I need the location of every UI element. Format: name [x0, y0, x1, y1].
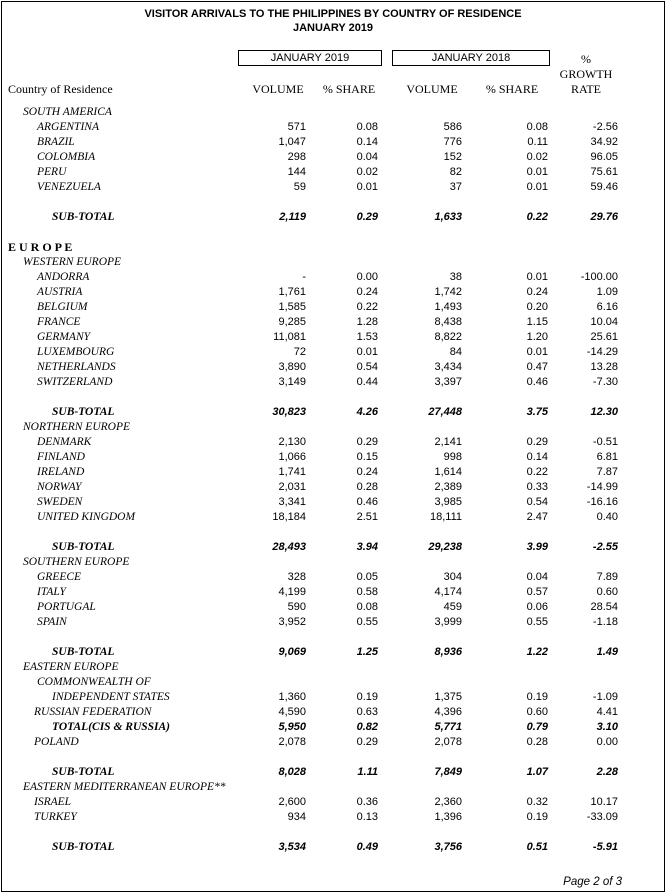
- volume-2018-header: VOLUME: [406, 82, 458, 96]
- table-row: [2, 810, 664, 825]
- row-label: SUB-TOTAL: [52, 541, 115, 553]
- row-label: SUB-TOTAL: [52, 646, 115, 658]
- row-label: NETHERLANDS: [37, 361, 116, 373]
- row-label: NORTHERN EUROPE: [23, 421, 131, 433]
- volume-2018-cell: 8,936: [434, 646, 462, 658]
- table-row: [2, 495, 664, 510]
- row-label: ARGENTINA: [37, 121, 99, 133]
- table-row: [2, 435, 664, 450]
- table-row: [2, 570, 664, 585]
- subtotal-row: [2, 210, 664, 225]
- table-row: [2, 120, 664, 135]
- share-2018-cell: 0.01: [526, 346, 548, 358]
- volume-2018-cell: 1,614: [434, 466, 462, 478]
- growth-rate-cell: 4.41: [596, 706, 618, 718]
- share-2019-cell: 0.22: [356, 301, 378, 313]
- table-row: [2, 360, 664, 375]
- row-label: SUB-TOTAL: [52, 406, 115, 418]
- volume-2018-cell: 5,771: [434, 721, 462, 733]
- share-2019-cell: 0.08: [356, 601, 378, 613]
- volume-2019-cell: 2,078: [278, 736, 306, 748]
- growth-rate-cell: -14.29: [586, 346, 618, 358]
- row-label: WESTERN EUROPE: [23, 256, 122, 268]
- row-label: E U R O P E: [8, 240, 73, 254]
- volume-2018-cell: 304: [443, 571, 462, 583]
- share-2018-cell: 0.11: [527, 136, 548, 148]
- row-label: FRANCE: [37, 316, 81, 328]
- volume-2019-cell: 3,341: [278, 496, 306, 508]
- share-2018-cell: 1.07: [526, 766, 548, 778]
- volume-2019-cell: 144: [287, 166, 306, 178]
- share-2019-cell: 0.44: [356, 376, 378, 388]
- share-2018-cell: 0.46: [526, 376, 548, 388]
- growth-rate-cell: -0.51: [592, 436, 618, 448]
- share-2018-cell: 0.33: [526, 481, 548, 493]
- share-2018-cell: 0.55: [526, 616, 548, 628]
- row-label: AUSTRIA: [37, 286, 83, 298]
- row-label: PORTUGAL: [37, 601, 96, 613]
- volume-2019-cell: 28,493: [272, 541, 306, 553]
- volume-2018-cell: 1,742: [434, 286, 462, 298]
- share-2019-cell: 2.51: [356, 511, 378, 523]
- volume-2018-cell: 4,396: [434, 706, 462, 718]
- volume-2019-cell: 3,149: [278, 376, 306, 388]
- volume-2018-cell: 37: [449, 181, 462, 193]
- row-label: SOUTH AMERICA: [23, 106, 112, 118]
- growth-rate-cell: 75.61: [590, 166, 618, 178]
- share-2019-cell: 4.26: [356, 406, 378, 418]
- growth-rate-cell: 1.49: [596, 646, 618, 658]
- volume-2018-cell: 8,822: [434, 331, 462, 343]
- table-row: [2, 690, 664, 705]
- growth-rate-cell: 0.00: [596, 736, 618, 748]
- share-2018-header: % SHARE: [485, 82, 539, 96]
- growth-rate-cell: 2.28: [596, 766, 618, 778]
- volume-2019-cell: 590: [287, 601, 306, 613]
- volume-2019-cell: 5,950: [278, 721, 306, 733]
- subtotal-row: [2, 645, 664, 660]
- growth-rate-cell: -5.91: [592, 841, 618, 853]
- share-2019-cell: 0.49: [356, 841, 378, 853]
- share-2019-cell: 1.11: [357, 766, 378, 778]
- row-label: EASTERN MEDITERRANEAN EUROPE**: [23, 781, 226, 793]
- share-2019-cell: 0.55: [356, 616, 378, 628]
- growth-rate-cell: 10.17: [590, 796, 618, 808]
- volume-2018-cell: 3,756: [434, 841, 462, 853]
- share-2019-cell: 0.28: [356, 481, 378, 493]
- row-label: GERMANY: [37, 331, 91, 343]
- volume-2019-cell: 4,590: [278, 706, 306, 718]
- row-label: SUB-TOTAL: [52, 211, 115, 223]
- pct-header: %: [581, 52, 591, 66]
- row-label: POLAND: [34, 736, 79, 748]
- growth-rate-cell: -2.55: [592, 541, 618, 553]
- volume-2019-cell: 3,534: [278, 841, 306, 853]
- share-2018-cell: 0.14: [526, 451, 548, 463]
- share-2019-cell: 0.01: [356, 181, 378, 193]
- share-2019-cell: 0.24: [356, 286, 378, 298]
- row-label: SUB-TOTAL: [52, 841, 115, 853]
- share-2018-cell: 0.08: [526, 121, 548, 133]
- volume-2018-cell: 84: [449, 346, 462, 358]
- share-2019-cell: 0.15: [356, 451, 378, 463]
- volume-2019-cell: 571: [287, 121, 306, 133]
- row-label: PERU: [37, 166, 67, 178]
- volume-2019-cell: 2,119: [279, 211, 306, 223]
- volume-2019-cell: 11,081: [273, 331, 306, 343]
- share-2018-cell: 0.01: [526, 271, 548, 283]
- volume-2019-cell: 3,890: [278, 361, 306, 373]
- table-row: [2, 165, 664, 180]
- volume-2018-cell: 8,438: [434, 316, 462, 328]
- table-row: [2, 795, 664, 810]
- share-2018-cell: 0.06: [526, 601, 548, 613]
- volume-2019-cell: -: [302, 271, 306, 283]
- volume-2018-cell: 1,375: [434, 691, 462, 703]
- volume-2018-cell: 3,434: [434, 361, 462, 373]
- growth-rate-cell: 59.46: [590, 181, 618, 193]
- volume-2018-cell: 1,633: [434, 211, 462, 223]
- volume-2018-cell: 38: [449, 271, 462, 283]
- growth-rate-cell: 7.87: [596, 466, 618, 478]
- growth-rate-cell: 6.81: [596, 451, 618, 463]
- share-2018-cell: 0.60: [526, 706, 548, 718]
- share-2019-cell: 0.63: [356, 706, 378, 718]
- share-2018-cell: 0.22: [526, 466, 548, 478]
- volume-2018-cell: 2,078: [434, 736, 462, 748]
- row-label: NORWAY: [37, 481, 82, 493]
- share-2018-cell: 0.51: [526, 841, 548, 853]
- volume-2019-cell: 4,199: [278, 586, 306, 598]
- table-row: [2, 300, 664, 315]
- volume-2018-cell: 7,849: [434, 766, 462, 778]
- rate-header: RATE: [571, 82, 601, 96]
- volume-2018-cell: 2,141: [434, 436, 462, 448]
- section-heading-row: [2, 675, 664, 690]
- volume-2019-cell: 3,952: [278, 616, 306, 628]
- table-row: [2, 150, 664, 165]
- volume-2019-cell: 934: [287, 811, 306, 823]
- share-2018-cell: 0.04: [526, 571, 548, 583]
- row-label: TOTAL(CIS & RUSSIA): [52, 721, 171, 733]
- report-page: [1, 1, 665, 892]
- share-2018-cell: 0.24: [526, 286, 548, 298]
- share-2019-cell: 1.28: [356, 316, 378, 328]
- share-2018-cell: 0.01: [526, 181, 548, 193]
- share-2018-cell: 3.99: [526, 541, 548, 553]
- report-title: VISITOR ARRIVALS TO THE PHILIPPINES BY COUNTRY OF RESIDENCE: [144, 8, 522, 20]
- row-label: SWITZERLAND: [37, 376, 113, 388]
- volume-2019-cell: 59: [293, 181, 306, 193]
- row-label: SUB-TOTAL: [52, 766, 115, 778]
- volume-2019-cell: 2,031: [278, 481, 306, 493]
- row-label: DENMARK: [37, 436, 92, 448]
- table-row: [2, 510, 664, 525]
- growth-rate-cell: 10.04: [590, 316, 618, 328]
- volume-2018-cell: 18,111: [429, 511, 462, 523]
- volume-2018-cell: 998: [443, 451, 462, 463]
- share-2019-cell: 0.19: [356, 691, 378, 703]
- section-heading-row: [2, 105, 664, 120]
- section-heading-row: [2, 780, 664, 795]
- share-2019-cell: 0.29: [356, 436, 378, 448]
- table-row: [2, 180, 664, 195]
- section-heading-row: [2, 420, 664, 435]
- volume-2018-cell: 2,389: [434, 481, 462, 493]
- growth-rate-cell: -16.16: [586, 496, 618, 508]
- table-row: [2, 585, 664, 600]
- row-label: GREECE: [37, 571, 82, 583]
- row-label: ANDORRA: [37, 271, 90, 283]
- volume-2018-cell: 1,396: [434, 811, 462, 823]
- growth-rate-cell: -7.30: [592, 376, 618, 388]
- row-label: BRAZIL: [37, 136, 75, 148]
- row-label: INDEPENDENT STATES: [52, 691, 170, 703]
- volume-2019-cell: 72: [293, 346, 306, 358]
- share-2019-cell: 0.46: [356, 496, 378, 508]
- growth-rate-cell: 3.10: [596, 721, 618, 733]
- volume-2019-cell: 9,285: [278, 316, 306, 328]
- subtotal-row: [2, 540, 664, 555]
- volume-2018-cell: 4,174: [434, 586, 462, 598]
- volume-2019-cell: 2,600: [278, 796, 306, 808]
- table-row: [2, 615, 664, 630]
- row-label: ISRAEL: [34, 796, 72, 808]
- share-2018-cell: 0.02: [526, 151, 548, 163]
- volume-2018-cell: 29,238: [428, 541, 462, 553]
- growth-rate-cell: 0.40: [596, 511, 618, 523]
- volume-2019-cell: 1,761: [278, 286, 306, 298]
- growth-rate-cell: -100.00: [580, 271, 618, 283]
- growth-rate-cell: 7.89: [596, 571, 618, 583]
- growth-rate-cell: -33.09: [586, 811, 618, 823]
- share-2018-cell: 2.47: [526, 511, 548, 523]
- table-row: [2, 735, 664, 750]
- page-number: Page 2 of 3: [563, 876, 622, 888]
- share-2019-cell: 0.29: [356, 736, 378, 748]
- share-2018-cell: 1.22: [526, 646, 548, 658]
- growth-rate-cell: 34.92: [590, 136, 618, 148]
- volume-2019-cell: 1,585: [278, 301, 306, 313]
- share-2018-cell: 0.19: [526, 811, 548, 823]
- section-heading-row: [2, 555, 664, 570]
- row-label: EASTERN EUROPE: [23, 661, 119, 673]
- subtotal-row: [2, 765, 664, 780]
- volume-2019-cell: 1,741: [278, 466, 306, 478]
- share-2019-cell: 0.29: [356, 211, 378, 223]
- volume-2018-cell: 3,397: [434, 376, 462, 388]
- country-header: Country of Residence: [8, 82, 113, 96]
- share-2019-cell: 1.25: [356, 646, 378, 658]
- share-2019-cell: 0.02: [356, 166, 378, 178]
- share-2018-cell: 3.75: [526, 406, 548, 418]
- table-row: [2, 480, 664, 495]
- growth-rate-cell: 6.16: [596, 301, 618, 313]
- share-2019-cell: 0.58: [356, 586, 378, 598]
- row-label: RUSSIAN FEDERATION: [34, 706, 152, 718]
- share-2018-cell: 0.32: [526, 796, 548, 808]
- growth-rate-cell: 12.30: [590, 406, 618, 418]
- growth-rate-cell: 13.28: [590, 361, 618, 373]
- volume-2018-cell: 1,493: [434, 301, 462, 313]
- volume-2019-cell: 30,823: [272, 406, 306, 418]
- share-2019-cell: 0.36: [356, 796, 378, 808]
- share-2019-cell: 0.82: [356, 721, 378, 733]
- share-2019-cell: 0.24: [356, 466, 378, 478]
- row-label: BELGIUM: [37, 301, 88, 313]
- table-row: [2, 270, 664, 285]
- growth-rate-cell: 28.54: [590, 601, 618, 613]
- share-2019-cell: 0.05: [356, 571, 378, 583]
- volume-2018-cell: 3,999: [434, 616, 462, 628]
- share-2019-cell: 0.00: [356, 271, 378, 283]
- table-row: [2, 705, 664, 720]
- table-row: [2, 465, 664, 480]
- growth-rate-cell: 0.60: [596, 586, 618, 598]
- table-row: [2, 600, 664, 615]
- volume-2018-cell: 586: [443, 121, 462, 133]
- share-2019-cell: 0.14: [356, 136, 378, 148]
- subtotal-row: [2, 720, 664, 735]
- growth-rate-cell: 96.05: [590, 151, 618, 163]
- table-row: [2, 375, 664, 390]
- share-2019-cell: 0.04: [356, 151, 378, 163]
- share-2018-cell: 0.28: [526, 736, 548, 748]
- row-label: SOUTHERN EUROPE: [23, 556, 130, 568]
- row-label: SPAIN: [37, 616, 67, 628]
- growth-rate-cell: -1.09: [592, 691, 618, 703]
- share-2018-cell: 0.22: [526, 211, 548, 223]
- subtotal-row: [2, 405, 664, 420]
- table-row: [2, 330, 664, 345]
- section-heading-row: [2, 255, 664, 270]
- row-label: LUXEMBOURG: [37, 346, 115, 358]
- row-label: VENEZUELA: [37, 181, 101, 193]
- share-2019-cell: 0.08: [356, 121, 378, 133]
- report-subtitle: JANUARY 2019: [292, 22, 374, 34]
- share-2018-cell: 0.01: [526, 166, 548, 178]
- row-label: IRELAND: [37, 466, 85, 478]
- row-label: FINLAND: [37, 451, 85, 463]
- row-label: ITALY: [37, 586, 66, 598]
- share-2019-cell: 3.94: [356, 541, 378, 553]
- volume-2019-cell: 9,069: [278, 646, 306, 658]
- volume-2019-cell: 328: [287, 571, 306, 583]
- share-2018-cell: 0.79: [526, 721, 548, 733]
- row-label: SWEDEN: [37, 496, 83, 508]
- table-row: [2, 450, 664, 465]
- growth-rate-cell: 29.76: [590, 211, 618, 223]
- volume-2019-header: VOLUME: [252, 82, 304, 96]
- volume-2018-cell: 3,985: [434, 496, 462, 508]
- share-2018-cell: 0.57: [526, 586, 548, 598]
- share-2019-cell: 0.13: [356, 811, 378, 823]
- volume-2018-cell: 27,448: [428, 406, 462, 418]
- subtotal-row: [2, 840, 664, 855]
- volume-2019-cell: 2,130: [278, 436, 306, 448]
- growth-rate-cell: -2.56: [592, 121, 618, 133]
- row-label: COMMONWEALTH OF: [37, 676, 151, 688]
- share-2019-header: % SHARE: [322, 82, 376, 96]
- volume-2018-cell: 776: [443, 136, 462, 148]
- share-2018-cell: 0.19: [526, 691, 548, 703]
- share-2018-cell: 0.54: [526, 496, 548, 508]
- share-2019-cell: 0.01: [356, 346, 378, 358]
- row-label: UNITED KINGDOM: [37, 511, 136, 523]
- volume-2018-cell: 152: [443, 151, 462, 163]
- growth-rate-cell: 25.61: [590, 331, 618, 343]
- table-row: [2, 345, 664, 360]
- share-2018-cell: 0.20: [526, 301, 548, 313]
- volume-2018-cell: 82: [449, 166, 462, 178]
- volume-2019-cell: 8,028: [278, 766, 306, 778]
- share-2018-cell: 1.20: [526, 331, 548, 343]
- share-2019-cell: 1.53: [356, 331, 378, 343]
- volume-2018-cell: 459: [443, 601, 462, 613]
- growth-rate-cell: 1.09: [596, 286, 618, 298]
- share-2018-cell: 0.29: [526, 436, 548, 448]
- table-row: [2, 135, 664, 150]
- share-2019-cell: 0.54: [356, 361, 378, 373]
- section-heading-row: [2, 660, 664, 675]
- growth-rate-cell: -14.99: [586, 481, 618, 493]
- volume-2019-cell: 1,066: [278, 451, 306, 463]
- volume-2019-cell: 1,360: [278, 691, 306, 703]
- share-2018-cell: 1.15: [526, 316, 548, 328]
- row-label: TURKEY: [34, 811, 77, 823]
- table-row: [2, 285, 664, 300]
- volume-2018-cell: 2,360: [434, 796, 462, 808]
- period-2018-box: JANUARY 2018: [392, 50, 550, 66]
- volume-2019-cell: 1,047: [278, 136, 306, 148]
- volume-2019-cell: 18,184: [272, 511, 306, 523]
- table-row: [2, 315, 664, 330]
- volume-2019-cell: 298: [287, 151, 306, 163]
- growth-header: GROWTH: [559, 67, 613, 81]
- row-label: COLOMBIA: [37, 151, 96, 163]
- section-heading-row: [2, 240, 664, 255]
- period-2019-box: JANUARY 2019: [238, 50, 382, 66]
- share-2018-cell: 0.47: [526, 361, 548, 373]
- growth-rate-cell: -1.18: [592, 616, 618, 628]
